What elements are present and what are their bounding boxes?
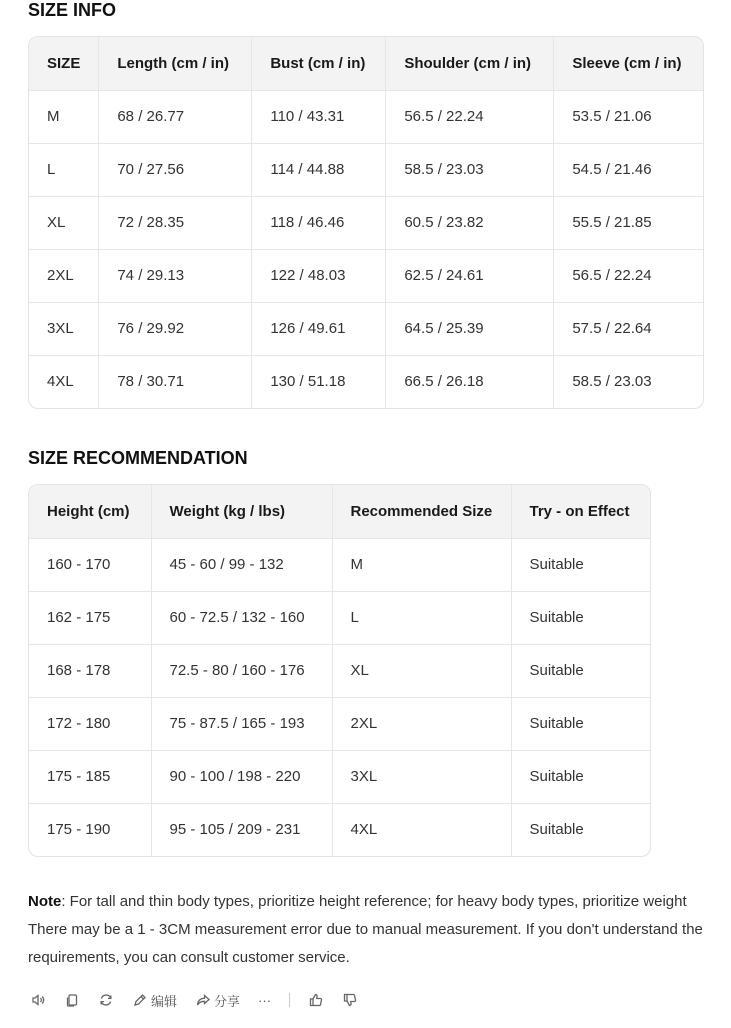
regenerate-icon: [98, 992, 114, 1008]
action-divider: [289, 993, 290, 1007]
table-cell: 4XL: [29, 355, 99, 408]
table-cell: 68 / 26.77: [99, 90, 252, 143]
table-row: [29, 90, 703, 143]
size-recommendation-column-header: Try - on Effect: [511, 485, 650, 538]
table-cell: 3XL: [29, 302, 99, 355]
size-recommendation-column-header: Weight (kg / lbs): [151, 485, 332, 538]
size-info-column-header: Length (cm / in): [99, 37, 252, 90]
size-recommendation-header: [29, 485, 650, 538]
more-icon: ···: [258, 992, 272, 1008]
table-cell: 58.5 / 23.03: [572, 373, 652, 391]
copy-icon: [64, 992, 80, 1008]
read-aloud-button[interactable]: [30, 992, 46, 1008]
table-row: [29, 538, 650, 591]
table-cell: XL: [29, 196, 99, 249]
size-info-header: [29, 37, 703, 90]
size-info-table: [28, 36, 704, 409]
speaker-icon: [30, 992, 46, 1008]
size-recommendation-header-row: [29, 485, 650, 538]
table-cell: 126 / 49.61: [252, 302, 386, 355]
table-cell: 66.5 / 26.18: [386, 355, 554, 408]
table-cell: L: [29, 143, 99, 196]
table-cell: 64.5 / 25.39: [386, 302, 554, 355]
size-recommendation-body: [29, 538, 650, 856]
table-cell: 122 / 48.03: [252, 249, 386, 302]
note-line-2: There may be a 1 - 3CM measurement error due to manual measurement. If you don't understand the: [28, 921, 703, 938]
thumbs-up-icon: [308, 992, 324, 1008]
table-cell: 3XL: [332, 750, 511, 803]
size-info-column-header: Shoulder (cm / in): [386, 37, 554, 90]
copy-button[interactable]: [64, 992, 80, 1008]
size-recommendation-table: [28, 484, 651, 857]
table-cell: 162 - 175: [29, 591, 151, 644]
size-recommendation-column-header: Height (cm): [29, 485, 151, 538]
table-cell: Suitable: [511, 750, 650, 803]
table-row: [29, 644, 650, 697]
table-cell: 175 - 185: [29, 750, 151, 803]
table-row: [29, 302, 703, 355]
table-cell: 175 - 190: [29, 803, 151, 856]
thumbs-down-button[interactable]: [342, 992, 358, 1008]
table-cell: Suitable: [511, 697, 650, 750]
table-cell: Suitable: [511, 538, 650, 591]
table-cell: 160 - 170: [29, 538, 151, 591]
table-row: [29, 591, 650, 644]
table-cell: Suitable: [511, 591, 650, 644]
note-label: Note: [28, 893, 62, 910]
edit-label: 编辑: [151, 993, 178, 1009]
table-cell: 70 / 27.56: [99, 143, 252, 196]
table-cell: 95 - 105 / 209 - 231: [151, 803, 332, 856]
thumbs-down-icon: [342, 992, 358, 1008]
more-button[interactable]: [258, 993, 271, 1008]
table-cell: 90 - 100 / 198 - 220: [151, 750, 332, 803]
table-cell: 58.5 / 23.03: [386, 143, 554, 196]
table-cell: 72 / 28.35: [99, 196, 252, 249]
table-cell: 74 / 29.13: [99, 249, 252, 302]
share-label: 分享: [214, 993, 241, 1009]
table-row: [29, 196, 703, 249]
message-action-bar: [30, 988, 376, 1012]
table-cell: Suitable: [529, 821, 584, 839]
table-cell: 56.5 / 22.24: [386, 90, 554, 143]
table-cell: L: [332, 591, 511, 644]
note-text: [28, 888, 731, 972]
share-icon: [195, 992, 211, 1008]
share-button[interactable]: [195, 991, 240, 1010]
edit-icon: [132, 992, 148, 1008]
edit-button[interactable]: [132, 991, 177, 1010]
note-line-3: requirements, you can consult customer service.: [28, 949, 350, 966]
size-info-body: [29, 90, 703, 408]
table-cell: 55.5 / 21.85: [554, 196, 703, 249]
table-cell: M: [29, 90, 99, 143]
table-cell: Suitable: [511, 644, 650, 697]
note-line-1-text: : For tall and thin body types, prioritize height reference; for heavy body types, prioritize weight: [61, 893, 687, 910]
table-row: [29, 249, 703, 302]
table-cell: 75 - 87.5 / 165 - 193: [151, 697, 332, 750]
table-cell: 78 / 30.71: [99, 355, 252, 408]
table-cell: 60.5 / 23.82: [386, 196, 554, 249]
table-row: [29, 697, 650, 750]
note-line-1: [28, 888, 731, 916]
table-row: [29, 143, 703, 196]
table-cell: 130 / 51.18: [252, 355, 386, 408]
table-row: [29, 803, 650, 856]
table-cell: 2XL: [332, 697, 511, 750]
table-cell: 45 - 60 / 99 - 132: [151, 538, 332, 591]
table-cell: 60 - 72.5 / 132 - 160: [151, 591, 332, 644]
table-cell: 62.5 / 24.61: [386, 249, 554, 302]
table-cell: 4XL: [332, 803, 511, 856]
table-cell: M: [332, 538, 511, 591]
table-cell: 53.5 / 21.06: [554, 90, 703, 143]
table-row: [29, 355, 703, 408]
size-info-title: SIZE INFO: [28, 0, 117, 20]
table-row: [29, 750, 650, 803]
thumbs-up-button[interactable]: [308, 992, 324, 1008]
table-cell: 168 - 178: [29, 644, 151, 697]
table-cell: 172 - 180: [29, 697, 151, 750]
table-cell: 56.5 / 22.24: [554, 249, 703, 302]
size-info-column-header: SIZE: [29, 37, 99, 90]
size-info-header-row: [29, 37, 703, 90]
table-cell: 76 / 29.92: [99, 302, 252, 355]
table-cell: 114 / 44.88: [252, 143, 386, 196]
size-recommendation-column-header: Recommended Size: [332, 485, 511, 538]
table-cell: 54.5 / 21.46: [554, 143, 703, 196]
table-cell: 118 / 46.46: [252, 196, 386, 249]
regenerate-button[interactable]: [98, 992, 114, 1008]
size-info-column-header: Bust (cm / in): [252, 37, 386, 90]
table-cell: XL: [332, 644, 511, 697]
table-cell: 72.5 - 80 / 160 - 176: [151, 644, 332, 697]
table-cell: 110 / 43.31: [252, 90, 386, 143]
table-cell: 2XL: [29, 249, 99, 302]
size-recommendation-title: SIZE RECOMMENDATION: [28, 448, 248, 468]
size-info-column-header: Sleeve (cm / in): [554, 37, 703, 90]
table-cell: 57.5 / 22.64: [554, 302, 703, 355]
